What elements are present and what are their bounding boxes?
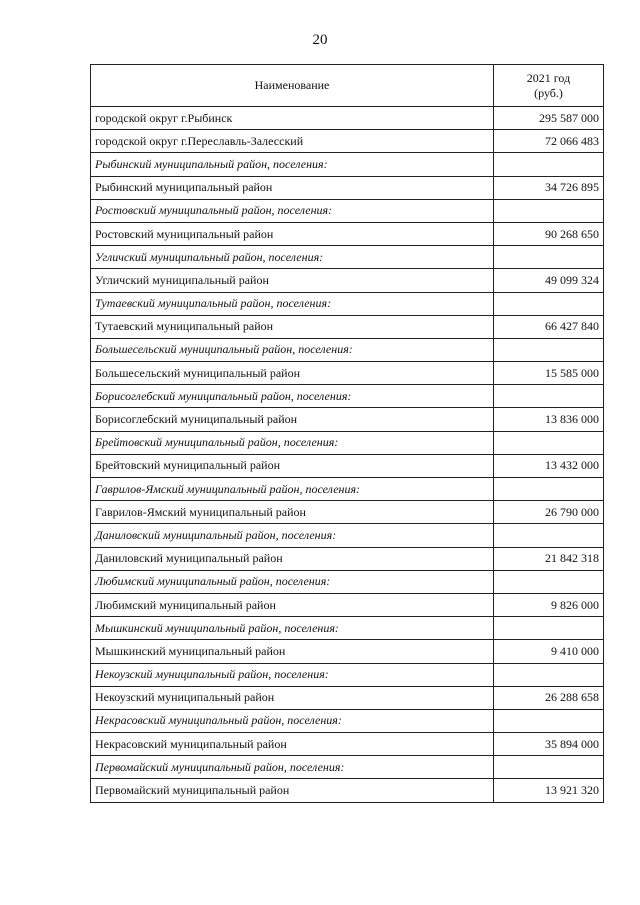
- table-row: [91, 640, 604, 663]
- row-name: городской округ г.Рыбинск: [91, 107, 494, 130]
- row-value: 21 842 318: [494, 547, 604, 570]
- section-header-row: [91, 153, 604, 176]
- section-title: Угличский муниципальный район, поселения:: [91, 246, 494, 269]
- section-title: Гаврилов-Ямский муниципальный район, поселения:: [91, 478, 494, 501]
- budget-table: [90, 64, 604, 803]
- section-header-row: [91, 524, 604, 547]
- header-year: [494, 65, 604, 107]
- row-name: Борисоглебский муниципальный район: [91, 408, 494, 431]
- table-row: [91, 130, 604, 153]
- row-name: Угличский муниципальный район: [91, 269, 494, 292]
- row-value: [494, 199, 604, 222]
- section-title: Некоузский муниципальный район, поселения:: [91, 663, 494, 686]
- row-value: 66 427 840: [494, 315, 604, 338]
- section-header-row: [91, 617, 604, 640]
- section-title: Любимский муниципальный район, поселения:: [91, 570, 494, 593]
- section-header-row: [91, 292, 604, 315]
- row-value: 13 836 000: [494, 408, 604, 431]
- table-row: [91, 454, 604, 477]
- section-header-row: [91, 663, 604, 686]
- row-value: 295 587 000: [494, 107, 604, 130]
- section-title: Брейтовский муниципальный район, поселения:: [91, 431, 494, 454]
- header-year-label: 2021 год: [526, 70, 571, 85]
- page-number: 20: [312, 32, 328, 48]
- row-value: 15 585 000: [494, 362, 604, 385]
- section-header-row: [91, 338, 604, 361]
- row-name: Некоузский муниципальный район: [91, 686, 494, 709]
- table-row: [91, 501, 604, 524]
- row-name: Ростовский муниципальный район: [91, 222, 494, 245]
- row-value: [494, 617, 604, 640]
- row-name: Первомайский муниципальный район: [91, 779, 494, 802]
- table-row: [91, 686, 604, 709]
- table-body: [91, 107, 604, 803]
- row-name: Мышкинский муниципальный район: [91, 640, 494, 663]
- row-value: [494, 153, 604, 176]
- section-title: Большесельский муниципальный район, поселения:: [91, 338, 494, 361]
- section-header-row: [91, 478, 604, 501]
- table-row: [91, 107, 604, 130]
- row-value: 34 726 895: [494, 176, 604, 199]
- table-row: [91, 362, 604, 385]
- table-row: [91, 222, 604, 245]
- section-title: Ростовский муниципальный район, поселения:: [91, 199, 494, 222]
- row-value: 9 826 000: [494, 593, 604, 616]
- section-header-row: [91, 431, 604, 454]
- section-title: Тутаевский муниципальный район, поселения:: [91, 292, 494, 315]
- row-name: Рыбинский муниципальный район: [91, 176, 494, 199]
- row-value: [494, 570, 604, 593]
- row-value: 26 790 000: [494, 501, 604, 524]
- section-title: Даниловский муниципальный район, поселения:: [91, 524, 494, 547]
- row-name: Брейтовский муниципальный район: [91, 454, 494, 477]
- row-value: [494, 663, 604, 686]
- row-value: 9 410 000: [494, 640, 604, 663]
- row-value: 72 066 483: [494, 130, 604, 153]
- row-value: [494, 478, 604, 501]
- row-value: [494, 338, 604, 361]
- table-row: [91, 176, 604, 199]
- table-row: [91, 593, 604, 616]
- table-row: [91, 733, 604, 756]
- section-header-row: [91, 199, 604, 222]
- section-title: Первомайский муниципальный район, поселения:: [91, 756, 494, 779]
- row-value: 13 921 320: [494, 779, 604, 802]
- section-header-row: [91, 570, 604, 593]
- row-value: [494, 524, 604, 547]
- table-row: [91, 408, 604, 431]
- row-value: 90 268 650: [494, 222, 604, 245]
- row-value: [494, 431, 604, 454]
- section-header-row: [91, 709, 604, 732]
- row-name: Большесельский муниципальный район: [91, 362, 494, 385]
- header-unit-label: (руб.): [534, 85, 563, 100]
- table-header-row: [91, 65, 604, 107]
- row-value: 26 288 658: [494, 686, 604, 709]
- row-value: [494, 385, 604, 408]
- row-value: [494, 756, 604, 779]
- table-row: [91, 269, 604, 292]
- header-name: Наименование: [91, 65, 494, 107]
- row-name: Даниловский муниципальный район: [91, 547, 494, 570]
- row-value: 13 432 000: [494, 454, 604, 477]
- row-value: [494, 246, 604, 269]
- row-name: городской округ г.Переславль-Залесский: [91, 130, 494, 153]
- section-title: Борисоглебский муниципальный район, поселения:: [91, 385, 494, 408]
- row-value: 35 894 000: [494, 733, 604, 756]
- row-value: 49 099 324: [494, 269, 604, 292]
- section-title: Рыбинский муниципальный район, поселения:: [91, 153, 494, 176]
- row-name: Гаврилов-Ямский муниципальный район: [91, 501, 494, 524]
- row-name: Любимский муниципальный район: [91, 593, 494, 616]
- table-row: [91, 547, 604, 570]
- section-title: Мышкинский муниципальный район, поселения:: [91, 617, 494, 640]
- section-header-row: [91, 385, 604, 408]
- row-name: Некрасовский муниципальный район: [91, 733, 494, 756]
- row-name: Тутаевский муниципальный район: [91, 315, 494, 338]
- row-value: [494, 292, 604, 315]
- table-row: [91, 779, 604, 802]
- row-value: [494, 709, 604, 732]
- section-header-row: [91, 756, 604, 779]
- section-title: Некрасовский муниципальный район, поселения:: [91, 709, 494, 732]
- section-header-row: [91, 246, 604, 269]
- table-row: [91, 315, 604, 338]
